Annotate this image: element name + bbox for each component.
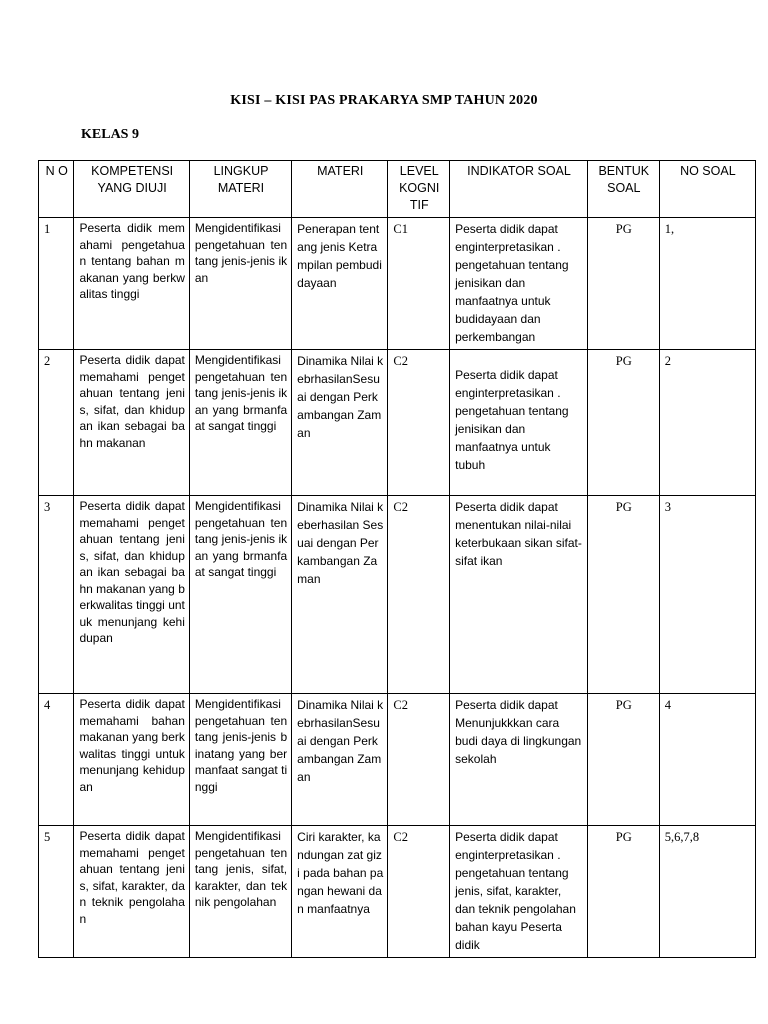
kisi-kisi-table (38, 160, 756, 958)
cell-kompetensi: Peserta didik dapat memahami pengetahuan tentang jenis, sifat, dan khidupan ikan sebagai bahn makanan yang berkwalitas tinggi untuk menunjang kehidupan (74, 496, 189, 694)
cell-indikator: Peserta didik dapat enginterpretasikan . pengetahuan tentang jenisikan dan manfaatnya untuk tubuh (450, 350, 588, 496)
cell-no: 3 (39, 496, 74, 694)
header-lingkup-materi: LINGKUP MATERI (189, 161, 291, 218)
cell-bentuk: PG (587, 496, 659, 694)
header-materi: MATERI (292, 161, 388, 218)
cell-indikator: Peserta didik dapat Menunjukkkan cara budi daya di lingkungan sekolah (450, 694, 588, 826)
cell-no-soal: 1, (659, 218, 755, 350)
cell-materi: Dinamika Nilai kebrhasilanSesuai dengan Perkambangan Zaman (292, 350, 388, 496)
header-level-kognitif: LEVEL KOGNI TIF (388, 161, 450, 218)
cell-no: 4 (39, 694, 74, 826)
cell-level: C2 (388, 826, 450, 958)
cell-level: C2 (388, 350, 450, 496)
table-row (39, 350, 756, 496)
cell-bentuk: PG (587, 350, 659, 496)
header-bentuk-soal: BENTUK SOAL (587, 161, 659, 218)
cell-materi: Ciri karakter, kandungan zat gizi pada bahan pangan hewani dan manfaatnya (292, 826, 388, 958)
header-no-soal: NO SOAL (659, 161, 755, 218)
cell-level: C2 (388, 694, 450, 826)
cell-bentuk: PG (587, 826, 659, 958)
cell-no: 2 (39, 350, 74, 496)
cell-lingkup-materi: Mengidentifikasi pengetahuan tentang jenis, sifat, karakter, dan teknik pengolahan (189, 826, 291, 958)
header-kompetensi: KOMPETENSI YANG DIUJI (74, 161, 189, 218)
cell-materi: Dinamika Nilai kebrhasilanSesuai dengan Perkambangan Zaman (292, 694, 388, 826)
header-indikator-soal: INDIKATOR SOAL (450, 161, 588, 218)
table-row (39, 694, 756, 826)
page-title: KISI – KISI PAS PRAKARYA SMP TAHUN 2020 (230, 93, 538, 108)
cell-kompetensi: Peserta didik memahami pengetahuan tentang bahan makanan yang berkwalitas tinggi (74, 218, 189, 350)
class-label: KELAS 9 (81, 127, 139, 142)
cell-no-soal: 2 (659, 350, 755, 496)
header-no: N O (39, 161, 74, 218)
cell-lingkup-materi: Mengidentifikasi pengetahuan tentang jenis-jenis ikan (189, 218, 291, 350)
cell-indikator: Peserta didik dapat enginterpretasikan . pengetahuan tentang jenis, sifat, karakter, dan teknik pengolahan bahan kayu Peserta didik (450, 826, 588, 958)
table-row (39, 218, 756, 350)
cell-no-soal: 4 (659, 694, 755, 826)
cell-materi: Penerapan tentang jenis Ketrampilan pembudidayaan (292, 218, 388, 350)
table-header-row (39, 161, 756, 218)
cell-indikator: Peserta didik dapat enginterpretasikan . pengetahuan tentang jenisikan dan manfaatnya untuk budidayaan dan perkembangan (450, 218, 588, 350)
cell-indikator: Peserta didik dapat menentukan nilai-nilai keterbukaan sikan sifat-sifat ikan (450, 496, 588, 694)
cell-lingkup-materi: Mengidentifikasi pengetahuan tentang jenis-jenis ikan yang brmanfaat sangat tinggi (189, 496, 291, 694)
cell-lingkup-materi: Mengidentifikasi pengetahuan tentang jenis-jenis binatang yang bermanfaat sangat tinggi (189, 694, 291, 826)
table-row (39, 826, 756, 958)
cell-lingkup-materi: Mengidentifikasi pengetahuan tentang jenis-jenis ikan yang brmanfaat sangat tinggi (189, 350, 291, 496)
cell-kompetensi: Peserta didik dapat memahami pengetahuan tentang jenis, sifat, dan khidupan ikan sebagai bahn makanan (74, 350, 189, 496)
cell-kompetensi: Peserta didik dapat memahami pengetahuan tentang jenis, sifat, karakter, dan teknik pengolahan (74, 826, 189, 958)
cell-level: C1 (388, 218, 450, 350)
cell-bentuk: PG (587, 694, 659, 826)
cell-no: 5 (39, 826, 74, 958)
cell-no: 1 (39, 218, 74, 350)
cell-no-soal: 5,6,7,8 (659, 826, 755, 958)
cell-no-soal: 3 (659, 496, 755, 694)
cell-bentuk: PG (587, 218, 659, 350)
cell-level: C2 (388, 496, 450, 694)
cell-materi: Dinamika Nilai keberhasilan Sesuai dengan Perkambangan Zaman (292, 496, 388, 694)
table-row (39, 496, 756, 694)
cell-kompetensi: Peserta didik dapat memahami bahan makanan yang berkwalitas tinggi untuk menunjang kehidupan (74, 694, 189, 826)
